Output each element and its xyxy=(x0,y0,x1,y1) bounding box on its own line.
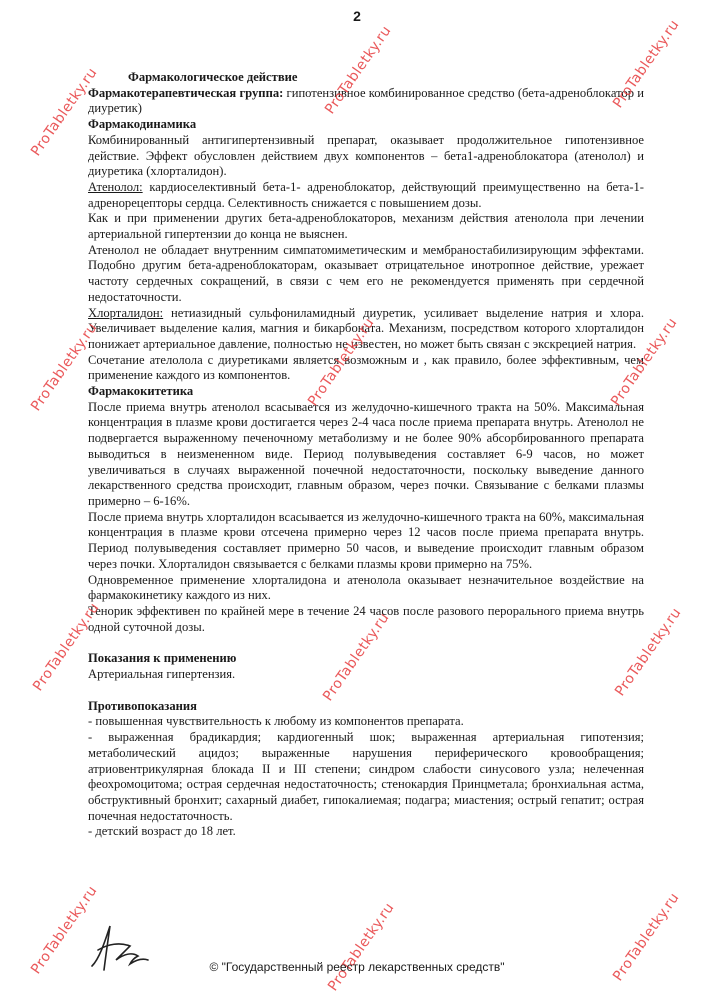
watermark: ProTabletky.ru xyxy=(30,599,103,695)
pharmacokinetics-paragraph-2: После приема внутрь хлорталидон всасывается из желудочно-кишечного тракта на 60%, максимальная концентрация в плазме крови отсечена примерно через 12 часов после приема препарата внутрь. Период полувыведения составляет примерно 50 часов, и выведение происходит главным образом через почки. Хлорталидон связывается с белками плазмы крови примерно на 75%. xyxy=(88,509,644,571)
atenolol-text: кардиоселективный бета-1- адреноблокатор, действующий преимущественно на бета-1-адренорецепторы сердца. Селективность снижается с повышением дозы. xyxy=(88,179,644,210)
watermark: ProTabletky.ru xyxy=(612,604,685,700)
pharmacokinetics-paragraph-4: Тенорик эффективен по крайней мере в течение 24 часов после разового перорального приема внутрь одной суточной дозы. xyxy=(88,603,644,634)
indications-text: Артериальная гипертензия. xyxy=(88,667,236,682)
spacer xyxy=(88,683,644,699)
atenolol-label: Атенолол: xyxy=(88,179,143,194)
chlortalidone-text: нетиазидный сульфониламидный диуретик, усиливает выделение натрия и хлора. Увеличивает выделение калия, магния и бикарбоната. Механизм, посредством которого хлорталидон понижает артериальное давление, полностью не известен, но может быть связан с экскрецией натрия. xyxy=(88,305,644,351)
watermark: ProTabletky.ru xyxy=(28,882,101,978)
section-title-indications: Показания к применению xyxy=(88,651,237,666)
pharmacodynamics-paragraph-4: Атенолол не обладает внутренним симпатомиметическим и мембраностабилизирующим эффектами. Подобно другим бета-адреноблокаторам, оказывает отрицательное инотропное действие, урежает частоту сердечных сокращений, в связи с чем его не рекомендуется применять при сердечной недостаточности. xyxy=(88,242,644,304)
watermark: ProTabletky.ru xyxy=(610,16,683,112)
section-title-contraindications: Противопоказания xyxy=(88,698,197,713)
watermark: ProTabletky.ru xyxy=(610,889,683,985)
pharmacodynamics-paragraph-3: Как и при применении других бета-адреноблокаторов, механизм действия атенолола при лечении артериальной гипертензии до конца не выяснен. xyxy=(88,211,644,242)
section-title-pharm-action: Фармакологическое действие xyxy=(128,70,298,84)
watermark: ProTabletky.ru xyxy=(305,314,378,410)
section-title-pharmacokinetics: Фармакокитетика xyxy=(88,384,194,399)
atenolol-paragraph xyxy=(88,180,644,211)
contraindication-item: - детский возраст до 18 лет. xyxy=(88,824,236,839)
watermark: ProTabletky.ru xyxy=(322,22,395,118)
chlortalidone-label: Хлорталидон: xyxy=(88,305,164,320)
footer-copyright: © "Государственный реестр лекарственных средств" xyxy=(209,960,505,974)
pharmacodynamics-paragraph-1: Комбинированный антигипертензивный препарат, оказывает продолжительное гипотензивное действие. Эффект обусловлен действием двух компонентов – бета1-адреноблокатора (атенолол) и диуретика (хлорталидон). xyxy=(88,132,644,179)
pharmacokinetics-paragraph-1: После приема внутрь атенолол всасывается из желудочно-кишечного тракта на 50%. Максимальная концентрация в плазме крови достигается через 2-4 часа после приема препарата внутрь. Атенолол не подвергается выраженному печеночному метаболизму и не более 90% абсорбированного препарата выводиться в неизмененном виде. Период полувыведения составляет 6-9 часов, но может увеличиваться в случаях выраженной почечной недостаточности, поскольку выведение данного лекарственного средства происходит, главным образом, через почки. Связывание с белками плазмы примерно – 6-16%. xyxy=(88,399,644,508)
pharm-group-text: гипотензивное комбинированное средство (бета-адреноблокатор и диуретик) xyxy=(88,85,644,116)
document-body xyxy=(88,70,644,840)
contraindication-item: - выраженная брадикардия; кардиогенный шок; выраженная артериальная гипотензия; метаболический ацидоз; выраженные нарушения периферического кровообращения; атриовентрикулярная блокада II и III степени; синдром слабости синусового узла; нелеченная феохромоцитома; острая сердечная недостаточность; стенокардия Принцметала; бронхиальная астма, обструктивный бронхит; сахарный диабет, гипокалиемая; подагра; миастения; острый гепатит; острая почечная недостаточность. xyxy=(88,730,644,823)
contraindication-item: - повышенная чувствительность к любому из компонентов препарата. xyxy=(88,714,464,729)
pharm-group xyxy=(88,86,644,117)
watermark: ProTabletky.ru xyxy=(28,319,101,415)
watermark: ProTabletky.ru xyxy=(608,314,681,410)
page-number: 2 xyxy=(353,8,361,24)
watermark: ProTabletky.ru xyxy=(320,609,393,705)
pharmacokinetics-paragraph-3: Одновременное применение хлорталидона и атенолола оказывает незначительное воздействие на фармакокинетику каждого из них. xyxy=(88,572,644,603)
section-title-pharmacodynamics: Фармакодинамика xyxy=(88,117,197,132)
watermark: ProTabletky.ru xyxy=(325,899,398,995)
pharmacodynamics-paragraph-6: Сочетание ателолола с диуретиками является возможным и , как правило, более эффективным, чем применение каждого из компонентов. xyxy=(88,352,644,383)
watermark: ProTabletky.ru xyxy=(28,64,101,160)
pharm-group-label: Фармакотерапевтическая группа: xyxy=(88,85,284,100)
